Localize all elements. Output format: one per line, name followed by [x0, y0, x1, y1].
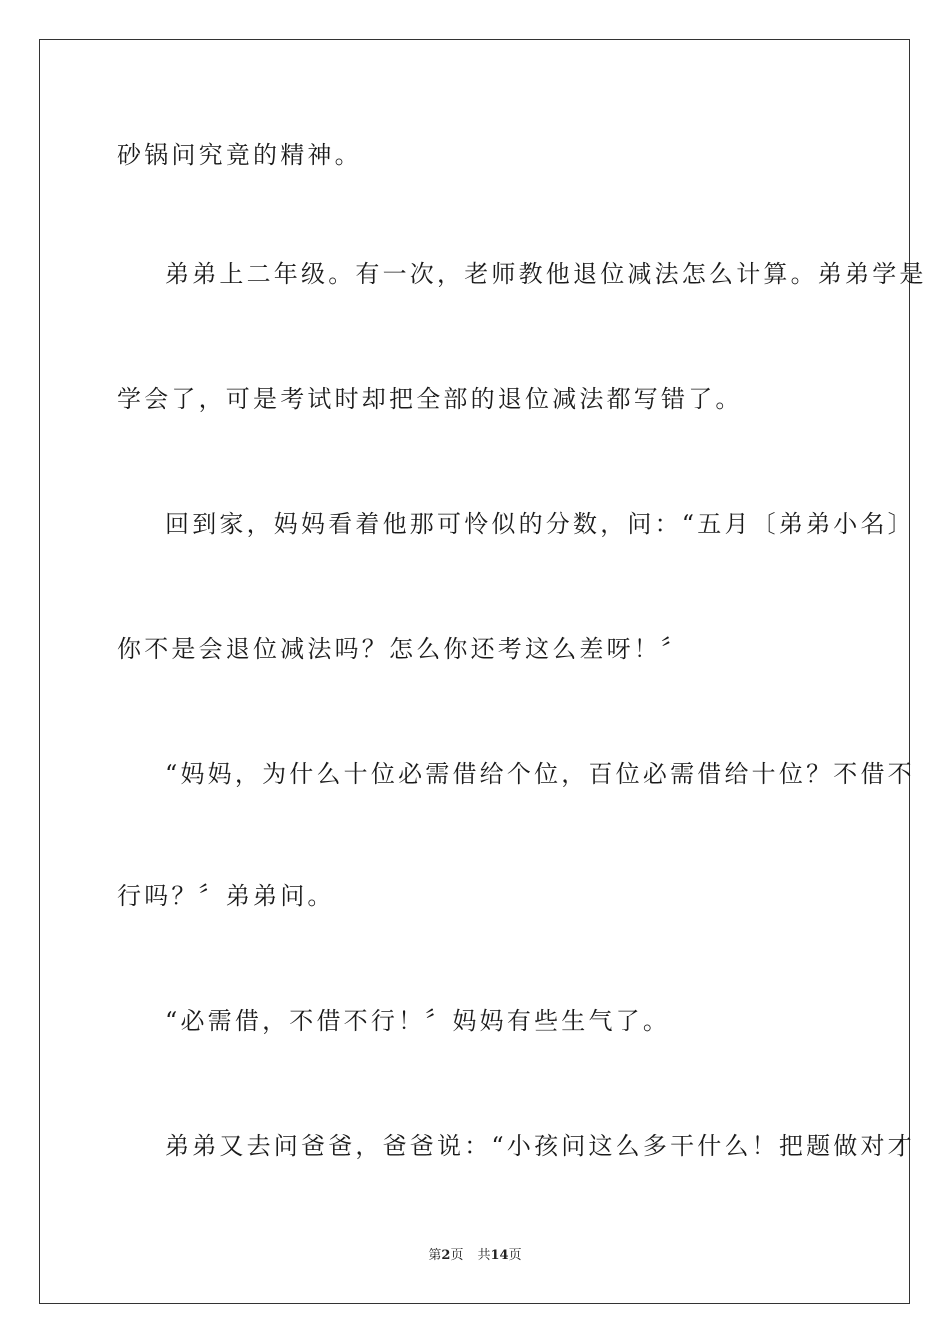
paragraph-line: 回到家，妈妈看着他那可怜似的分数，问：“五月〔弟弟小名〕 [165, 510, 915, 538]
paragraph-line: 你不是会退位减法吗？怎么你还考这么差呀！〞 [117, 635, 689, 663]
paragraph-line: 砂锅问究竟的精神。 [117, 141, 362, 169]
paragraph-line: 行吗？〞弟弟问。 [117, 882, 335, 910]
paragraph-line: “必需借，不借不行！〞妈妈有些生气了。 [165, 1007, 671, 1035]
total-prefix: 共 [477, 1248, 491, 1263]
paragraph-line: 弟弟上二年级。有一次，老师教他退位减法怎么计算。弟弟学是 [165, 260, 927, 288]
page-border [39, 39, 927, 1304]
total-suffix: 页 [508, 1248, 522, 1263]
page-suffix: 页 [450, 1248, 464, 1263]
paragraph-line: 弟弟又去问爸爸，爸爸说：“小孩问这么多干什么！把题做对才 [165, 1132, 915, 1160]
page-current: 2 [441, 1248, 451, 1263]
paragraph-line: “妈妈，为什么十位必需借给个位，百位必需借给十位？不借不 [165, 760, 915, 788]
page-prefix: 第 [428, 1248, 442, 1263]
page-footer [0, 1247, 950, 1265]
page-total: 14 [490, 1248, 509, 1263]
paragraph-line: 学会了，可是考试时却把全部的退位减法都写错了。 [117, 385, 743, 413]
